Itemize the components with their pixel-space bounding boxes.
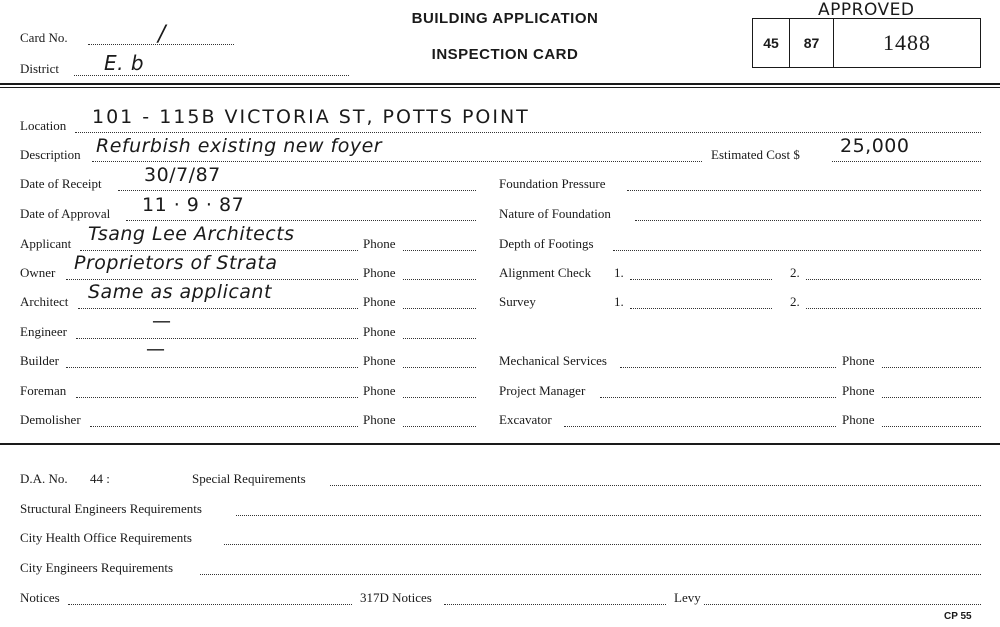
engineer-line	[76, 338, 358, 339]
excavator-phone-line	[882, 426, 981, 427]
estimated-cost-value: 25,000	[840, 135, 910, 157]
owner-phone-line	[403, 279, 476, 280]
foundation-pressure-line	[627, 190, 981, 191]
builder-label: Builder	[20, 353, 59, 368]
card-no-value: /	[158, 22, 166, 47]
excavator-line	[564, 426, 836, 427]
date-receipt-label: Date of Receipt	[20, 176, 102, 191]
engineer-label: Engineer	[20, 324, 67, 339]
date-receipt-value: 30/7/87	[144, 164, 221, 186]
card-box-3-text: 1488	[883, 30, 931, 55]
foreman-phone-line	[403, 397, 476, 398]
demolisher-line	[90, 426, 358, 427]
project-manager-line	[600, 397, 836, 398]
owner-label: Owner	[20, 265, 56, 280]
applicant-phone-label: Phone	[363, 236, 396, 251]
middle-divider	[0, 443, 1000, 445]
project-manager-label: Project Manager	[499, 383, 586, 398]
date-approval-value: 11 · 9 · 87	[142, 194, 245, 216]
applicant-value: Tsang Lee Architects	[88, 223, 295, 245]
survey-num1: 1.	[614, 294, 624, 309]
builder-phone-label: Phone	[363, 353, 396, 368]
city-eng-req-line	[200, 574, 981, 575]
header-divider	[0, 83, 1000, 85]
applicant-line	[80, 250, 358, 251]
card-box-2-text: 87	[803, 35, 820, 51]
architect-phone-line	[403, 308, 476, 309]
date-approval-line	[126, 220, 476, 221]
mechanical-phone-label: Phone	[842, 353, 875, 368]
card-box-1	[752, 18, 790, 68]
survey-line2	[806, 308, 981, 309]
form-title-line1: BUILDING APPLICATION	[411, 10, 599, 27]
district-line	[74, 75, 349, 76]
mechanical-line	[620, 367, 836, 368]
applicant-label: Applicant	[20, 236, 72, 251]
form-code: CP 55	[944, 611, 972, 622]
mechanical-phone-line	[882, 367, 981, 368]
demolisher-phone-label: Phone	[363, 412, 396, 427]
alignment-line1	[630, 279, 772, 280]
nature-foundation-line	[635, 220, 981, 221]
estimated-cost-line	[832, 161, 981, 162]
architect-phone-label: Phone	[363, 294, 396, 309]
structural-req-label: Structural Engineers Requirements	[20, 501, 202, 516]
builder-line	[66, 367, 358, 368]
excavator-phone-label: Phone	[842, 412, 875, 427]
levy-label: Levy	[674, 590, 701, 605]
survey-label: Survey	[499, 294, 536, 309]
health-req-label: City Health Office Requirements	[20, 530, 192, 545]
description-label: Description	[20, 147, 81, 162]
engineer-value: —	[152, 310, 172, 332]
builder-value: —	[146, 338, 166, 360]
card-box-1-text: 45	[763, 35, 779, 51]
owner-value: Proprietors of Strata	[74, 252, 278, 274]
location-label: Location	[20, 118, 67, 133]
architect-value: Same as applicant	[88, 281, 272, 303]
header-divider-thin	[0, 87, 1000, 88]
special-req-label: Special Requirements	[192, 471, 306, 486]
depth-footings-label: Depth of Footings	[499, 236, 594, 251]
alignment-check-label: Alignment Check	[499, 265, 592, 280]
owner-line	[66, 279, 358, 280]
date-approval-label: Date of Approval	[20, 206, 111, 221]
depth-footings-line	[613, 250, 981, 251]
card-no-label: Card No.	[20, 30, 68, 45]
architect-label: Architect	[20, 294, 69, 309]
levy-line	[704, 604, 981, 605]
health-req-line	[224, 544, 981, 545]
applicant-phone-line	[403, 250, 476, 251]
city-eng-req-label: City Engineers Requirements	[20, 560, 174, 575]
da-no-value: 44 :	[90, 471, 110, 486]
date-receipt-line	[118, 190, 476, 191]
excavator-label: Excavator	[499, 412, 552, 427]
demolisher-label: Demolisher	[20, 412, 81, 427]
description-line	[92, 161, 702, 162]
mechanical-label: Mechanical Services	[499, 353, 607, 368]
survey-num2: 2.	[790, 294, 800, 309]
builder-phone-line	[403, 367, 476, 368]
district-value: E. b	[104, 51, 145, 75]
da-no-label: D.A. No.	[20, 471, 68, 486]
notices-317d-line	[444, 604, 666, 605]
alignment-num1: 1.	[614, 265, 624, 280]
demolisher-phone-line	[403, 426, 476, 427]
survey-line1	[630, 308, 772, 309]
notices-label: Notices	[20, 590, 60, 605]
alignment-line2	[806, 279, 981, 280]
location-value: 101 - 115B VICTORIA ST, POTTS POINT	[92, 106, 530, 128]
form-title-line2: INSPECTION CARD	[431, 46, 579, 63]
foreman-label: Foreman	[20, 383, 67, 398]
engineer-phone-line	[403, 338, 476, 339]
nature-foundation-label: Nature of Foundation	[499, 206, 611, 221]
notices-line	[68, 604, 352, 605]
structural-req-line	[236, 515, 981, 516]
estimated-cost-label: Estimated Cost $	[711, 147, 800, 162]
district-label: District	[20, 61, 59, 76]
location-line	[75, 132, 981, 133]
owner-phone-label: Phone	[363, 265, 396, 280]
architect-line	[78, 308, 358, 309]
foundation-pressure-label: Foundation Pressure	[499, 176, 606, 191]
foreman-line	[76, 397, 358, 398]
alignment-num2: 2.	[790, 265, 800, 280]
description-value: Refurbish existing new foyer	[96, 135, 383, 157]
card-box-2	[789, 18, 834, 68]
card-box-3	[833, 18, 981, 68]
approved-stamp: APPROVED	[818, 0, 915, 20]
special-req-line	[330, 485, 981, 486]
engineer-phone-label: Phone	[363, 324, 396, 339]
project-manager-phone-label: Phone	[842, 383, 875, 398]
project-manager-phone-line	[882, 397, 981, 398]
foreman-phone-label: Phone	[363, 383, 396, 398]
notices-317d-label: 317D Notices	[360, 590, 432, 605]
